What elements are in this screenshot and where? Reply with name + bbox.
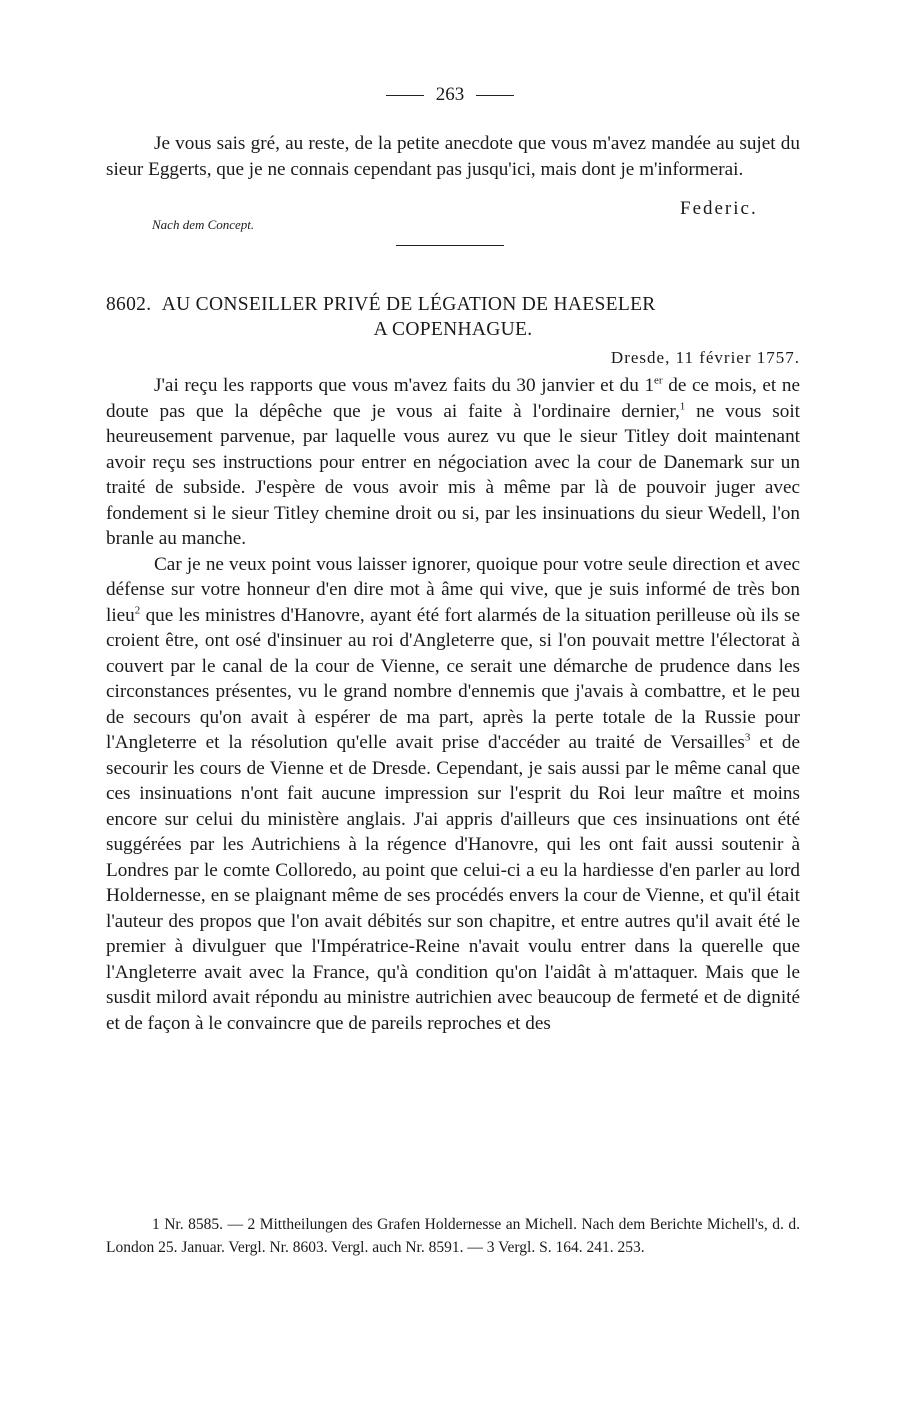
paragraph-1: J'ai reçu les rapports que vous m'avez faits du 30 janvier et du 1er de ce mois, et ne doute pas que la dépêche que je vous ai faite à l'ordinaire dernier,$^1$ ne vous soit heureusement parvenue, par laquelle vous aurez vu que le sieur Titley doit maintenant avoir reçu ses instructions pour entrer en négociation avec la cour de Danemark sur un traité de subside. J'espère de vous avoir mis à même par là de pouvoir juger avec fondement si le sieur Titley chemine droit ou si, par les insinuations du sieur Wedell, l'on branle au manche. [106,374,800,549]
letter-heading [106,292,800,342]
section-divider [396,245,504,246]
page-number: 263 [435,84,465,105]
letter-title-line1: 8602. AU CONSEILLER PRIVÉ DE LÉGATION DE HAESELER [106,294,656,315]
intro-paragraph: Je vous sais gré, au reste, de la petite anecdote que vous m'avez mandée au sujet du sieur Eggerts, que je ne connais cependant pas jusqu'ici, mais dont je m'informerai. [106,133,800,180]
letter-body [106,373,800,1036]
footnote-text: 1 Nr. 8585. — 2 Mittheilungen des Grafen Holdernesse an Michell. Nach dem Berichte Michell's, d. d. London 25. Januar. Vergl. Nr. 8603. Vergl. auch Nr. 8591. — 3 Vergl. S. 164. 241. 253. [106,1216,800,1256]
header-dash-left [386,95,424,96]
letter-title-line2: A COPENHAGUE. [373,319,533,340]
letter-date: Dresde, 11 février 1757. [610,348,800,367]
footnotes [106,1213,800,1259]
signature: Federic. [680,198,758,219]
letter-number: 8602. [106,294,152,315]
paragraph-2: Car je ne veux point vous laisser ignorer, quoique pour votre seule direction et avec défense sur votre honneur d'en dire mot à âme qui vive, que je suis informé de très bon lieu$^2$ que les ministres d'Hanovre, ayant été fort alarmés de la situation perilleuse où ils se croient être, ont osé d'insinuer au roi d'Angleterre que, si l'on pouvait mettre l'électorat à couvert par le canal de la cour de Vienne, ce serait une démarche de prudence dans les circonstances présentes, vu le grand nombre d'ennemis que j'avais à combattre, et le peu de secours qu'on avait à espérer de ma part, après la perte totale de la Russie pour l'Angleterre et la résolution qu'elle avait prise d'accéder au traité de Versailles$^3$ et de secourir les cours de Vienne et de Dresde. Cependant, je sais aussi par le même canal que ces insinuations n'ont fait aucune impression sur l'esprit du Roi leur maître et moins encore sur celui du ministère anglais. J'ai appris d'ailleurs que ces insinuations ont été suggérées par les Autrichiens à la régence d'Hanovre, qui les ont fait aussi soutenir à Londres par le comte Colloredo, au point que celui-ci a eu la hardiesse d'en parler au lord Holdernesse, en se plaignant même de ses procédés envers la cour de Vienne, et qu'il était l'auteur des propos que l'on avait débités sur son chapitre, et entre autres qu'il avait été le premier à divulguer que l'Impératrice-Reine n'avait voulu entrer dans la querelle que l'Angleterre avait avec la France, qu'à condition qu'on l'aidât à m'attaquer. Mais que le susdit milord avait répondu au ministre autrichien avec beaucoup de fermeté et de dignité et de façon à le convaincre que de pareils reproches et des [106,553,800,1034]
source-note: Nach dem Concept. [152,217,255,232]
header-dash-right [476,95,514,96]
letter-place: Dresde, [610,348,671,367]
page-header [0,84,900,106]
